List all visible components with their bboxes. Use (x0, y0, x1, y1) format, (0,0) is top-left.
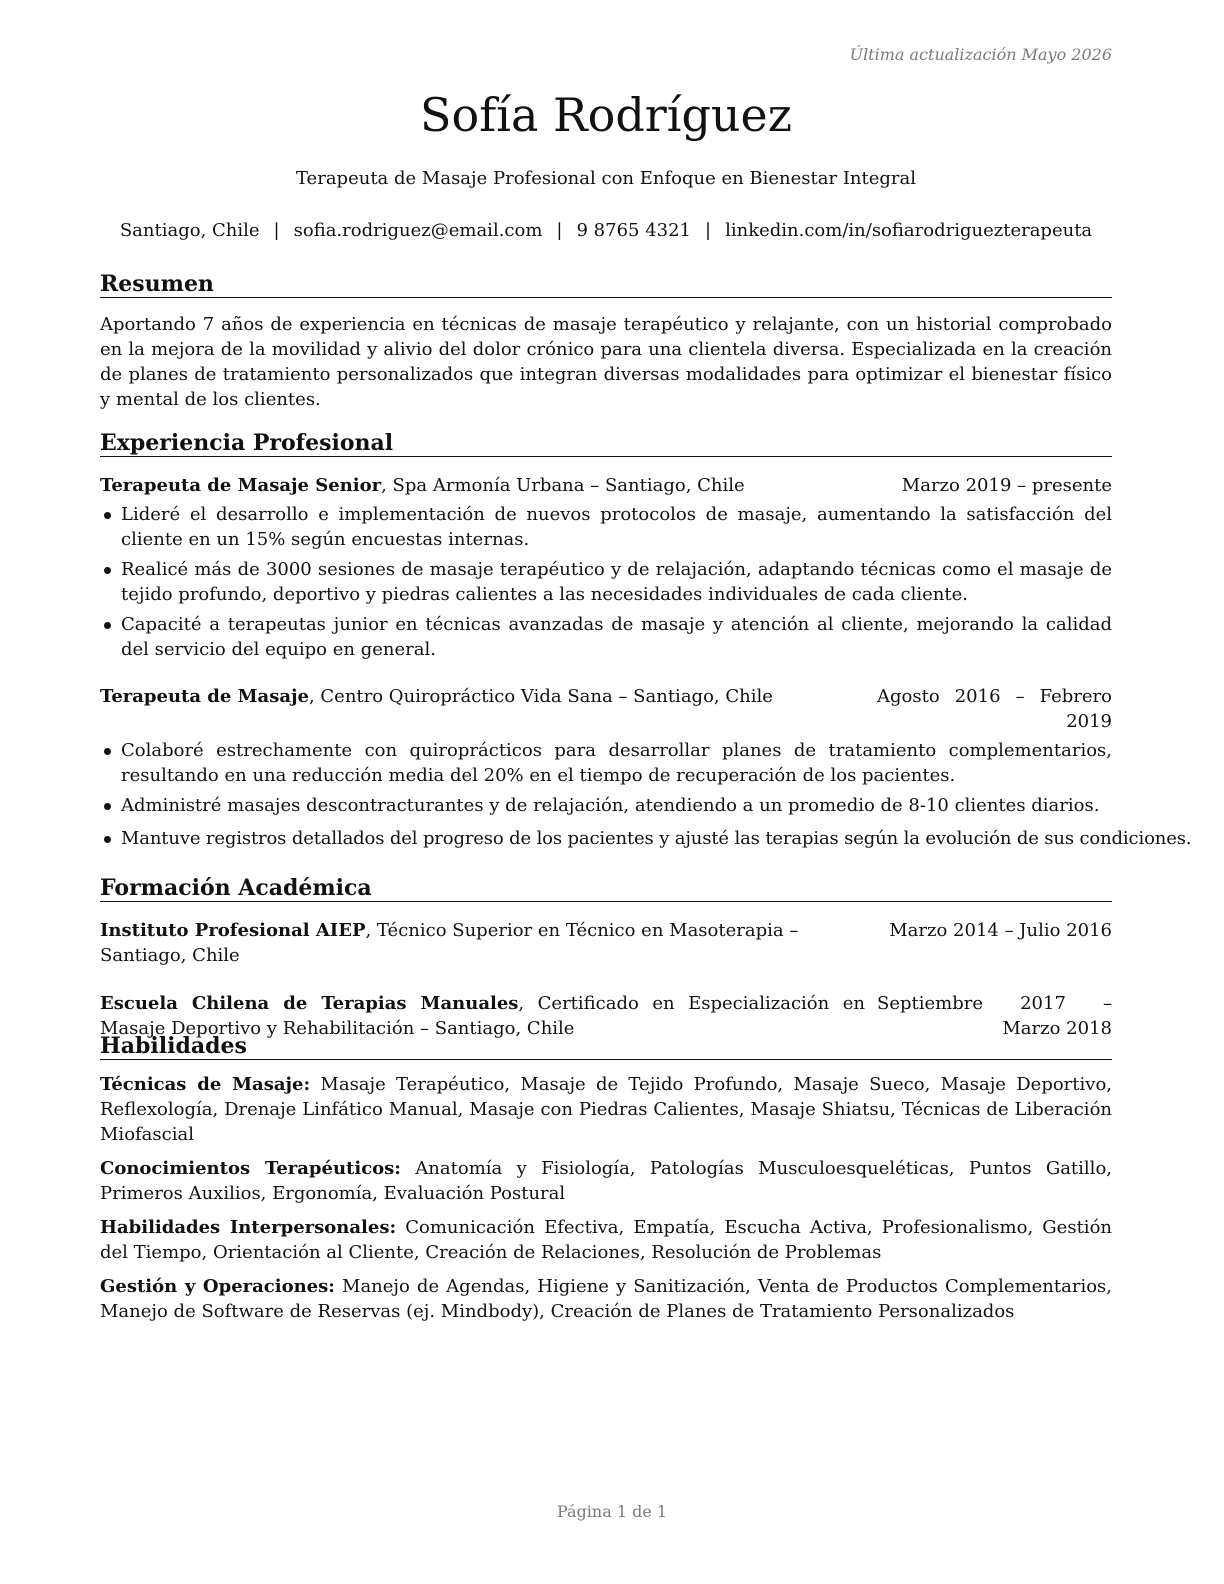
education-section (100, 875, 1112, 1041)
education-dates: Septiembre 2017 – Marzo 2018 (877, 993, 1112, 1039)
summary-section (100, 271, 1112, 412)
list-item: Mantuve registros detallados del progreso de los pacientes y ajusté las terapias según la evolución de sus condiciones. (100, 826, 1112, 851)
skills-heading: Habilidades (100, 1033, 1112, 1060)
education-entry (100, 918, 1112, 968)
skill-group-label: Técnicas de Masaje: (100, 1074, 311, 1095)
job-place: , Centro Quiropráctico Vida Sana – Santiago, Chile (308, 686, 773, 707)
skill-group-items: Masaje Terapéutico, Masaje de Tejido Profundo, Masaje Sueco, Masaje Deportivo, Reflexología, Drenaje Linfático Manual, Masaje con Piedras Calientes, Masaje Shiatsu, Técnicas de Liberación Miofascial (100, 1074, 1113, 1145)
list-item: Capacité a terapeutas junior en técnicas avanzadas de masaje y atención al cliente, mejorando la calidad del servicio del equipo en general. (100, 612, 1112, 662)
job-entry (100, 473, 1112, 662)
skill-group-items: Manejo de Agendas, Higiene y Sanitización, Venta de Productos Complementarios, Manejo de Software de Reservas (ej. Mindbody), Creación de Planes de Tratamiento Personalizados (100, 1276, 1113, 1322)
tagline: Terapeuta de Masaje Profesional con Enfoque en Bienestar Integral (295, 168, 917, 189)
job-dates: Agosto 2016 – Febrero 2019 (877, 686, 1112, 732)
skill-group-items: Comunicación Efectiva, Empatía, Escucha Activa, Profesionalismo, Gestión del Tiempo, Orientación al Cliente, Creación de Relaciones, Resolución de Problemas (100, 1217, 1112, 1263)
job-title: Terapeuta de Masaje Senior (100, 475, 382, 496)
contact-separator: | (273, 220, 280, 241)
contact-linkedin[interactable]: linkedin.com/in/sofiarodriguezterapeuta (725, 220, 1093, 241)
list-item: Lideré el desarrollo e implementación de nuevos protocolos de masaje, aumentando la satisfacción del cliente en un 15% según encuestas internas. (100, 502, 1112, 552)
job-dates: Marzo 2019 – presente (901, 475, 1112, 496)
experience-heading: Experiencia Profesional (100, 430, 1112, 457)
contact-line (100, 220, 1112, 241)
education-institution: Escuela Chilena de Terapias Manuales (100, 993, 519, 1014)
education-institution: Instituto Profesional AIEP (100, 920, 366, 941)
list-item: Colaboré estrechamente con quiroprácticos para desarrollar planes de tratamiento complementarios, resultando en una reducción media del 20% en el tiempo de recuperación de los pacientes. (100, 738, 1112, 788)
list-item: Realicé más de 3000 sesiones de masaje terapéutico y de relajación, adaptando técnicas como el masaje de tejido profundo, deportivo y piedras calientes a las necesidades individuales de cada cliente. (100, 557, 1112, 607)
job-bullets (100, 738, 1192, 851)
job-title: Terapeuta de Masaje (100, 686, 309, 707)
skill-group (100, 1274, 1112, 1324)
skills-section (100, 1033, 1112, 1324)
education-heading: Formación Académica (100, 875, 1112, 902)
skill-group-label: Gestión y Operaciones: (100, 1276, 335, 1297)
skill-group-label: Habilidades Interpersonales: (100, 1217, 397, 1238)
skill-group-label: Conocimientos Terapéuticos: (100, 1158, 401, 1179)
job-place: , Spa Armonía Urbana – Santiago, Chile (381, 475, 745, 496)
candidate-name: Sofía Rodríguez (420, 88, 792, 142)
education-detail: , Técnico Superior en Técnico en Masoterapia – Santiago, Chile (100, 920, 799, 966)
job-bullets (100, 502, 1112, 662)
skill-group (100, 1215, 1112, 1265)
summary-heading: Resumen (100, 271, 1112, 298)
contact-phone: 9 8765 4321 (576, 220, 692, 241)
skill-group-items: Anatomía y Fisiología, Patologías Musculoesqueléticas, Puntos Gatillo, Primeros Auxilios, Ergonomía, Evaluación Postural (100, 1158, 1112, 1204)
page-number: Página 1 de 1 (556, 1502, 668, 1521)
education-detail: , Certificado en Especialización en Masaje Deportivo y Rehabilitación – Santiago, Chile (100, 993, 865, 1039)
education-dates: Marzo 2014 – Julio 2016 (889, 920, 1112, 941)
skill-group (100, 1072, 1112, 1147)
job-entry (100, 684, 1192, 851)
summary-text: Aportando 7 años de experiencia en técnicas de masaje terapéutico y relajante, con un historial comprobado en la mejora de la movilidad y alivio del dolor crónico para una clientela diversa. Especializada en la creación de planes de tratamiento personalizados que integran diversas modalidades para optimizar el bienestar físico y mental de los clientes. (100, 314, 1112, 410)
contact-separator: | (705, 220, 712, 241)
last-updated: Última actualización Mayo 2026 (849, 45, 1112, 64)
contact-location: Santiago, Chile (119, 220, 260, 241)
list-item: Administré masajes descontracturantes y de relajación, atendiendo a un promedio de 8-10 clientes diarios. (100, 793, 1112, 818)
skill-group (100, 1156, 1112, 1206)
contact-email[interactable]: sofia.rodriguez@email.com (293, 220, 543, 241)
experience-section (100, 430, 1192, 856)
contact-separator: | (556, 220, 563, 241)
